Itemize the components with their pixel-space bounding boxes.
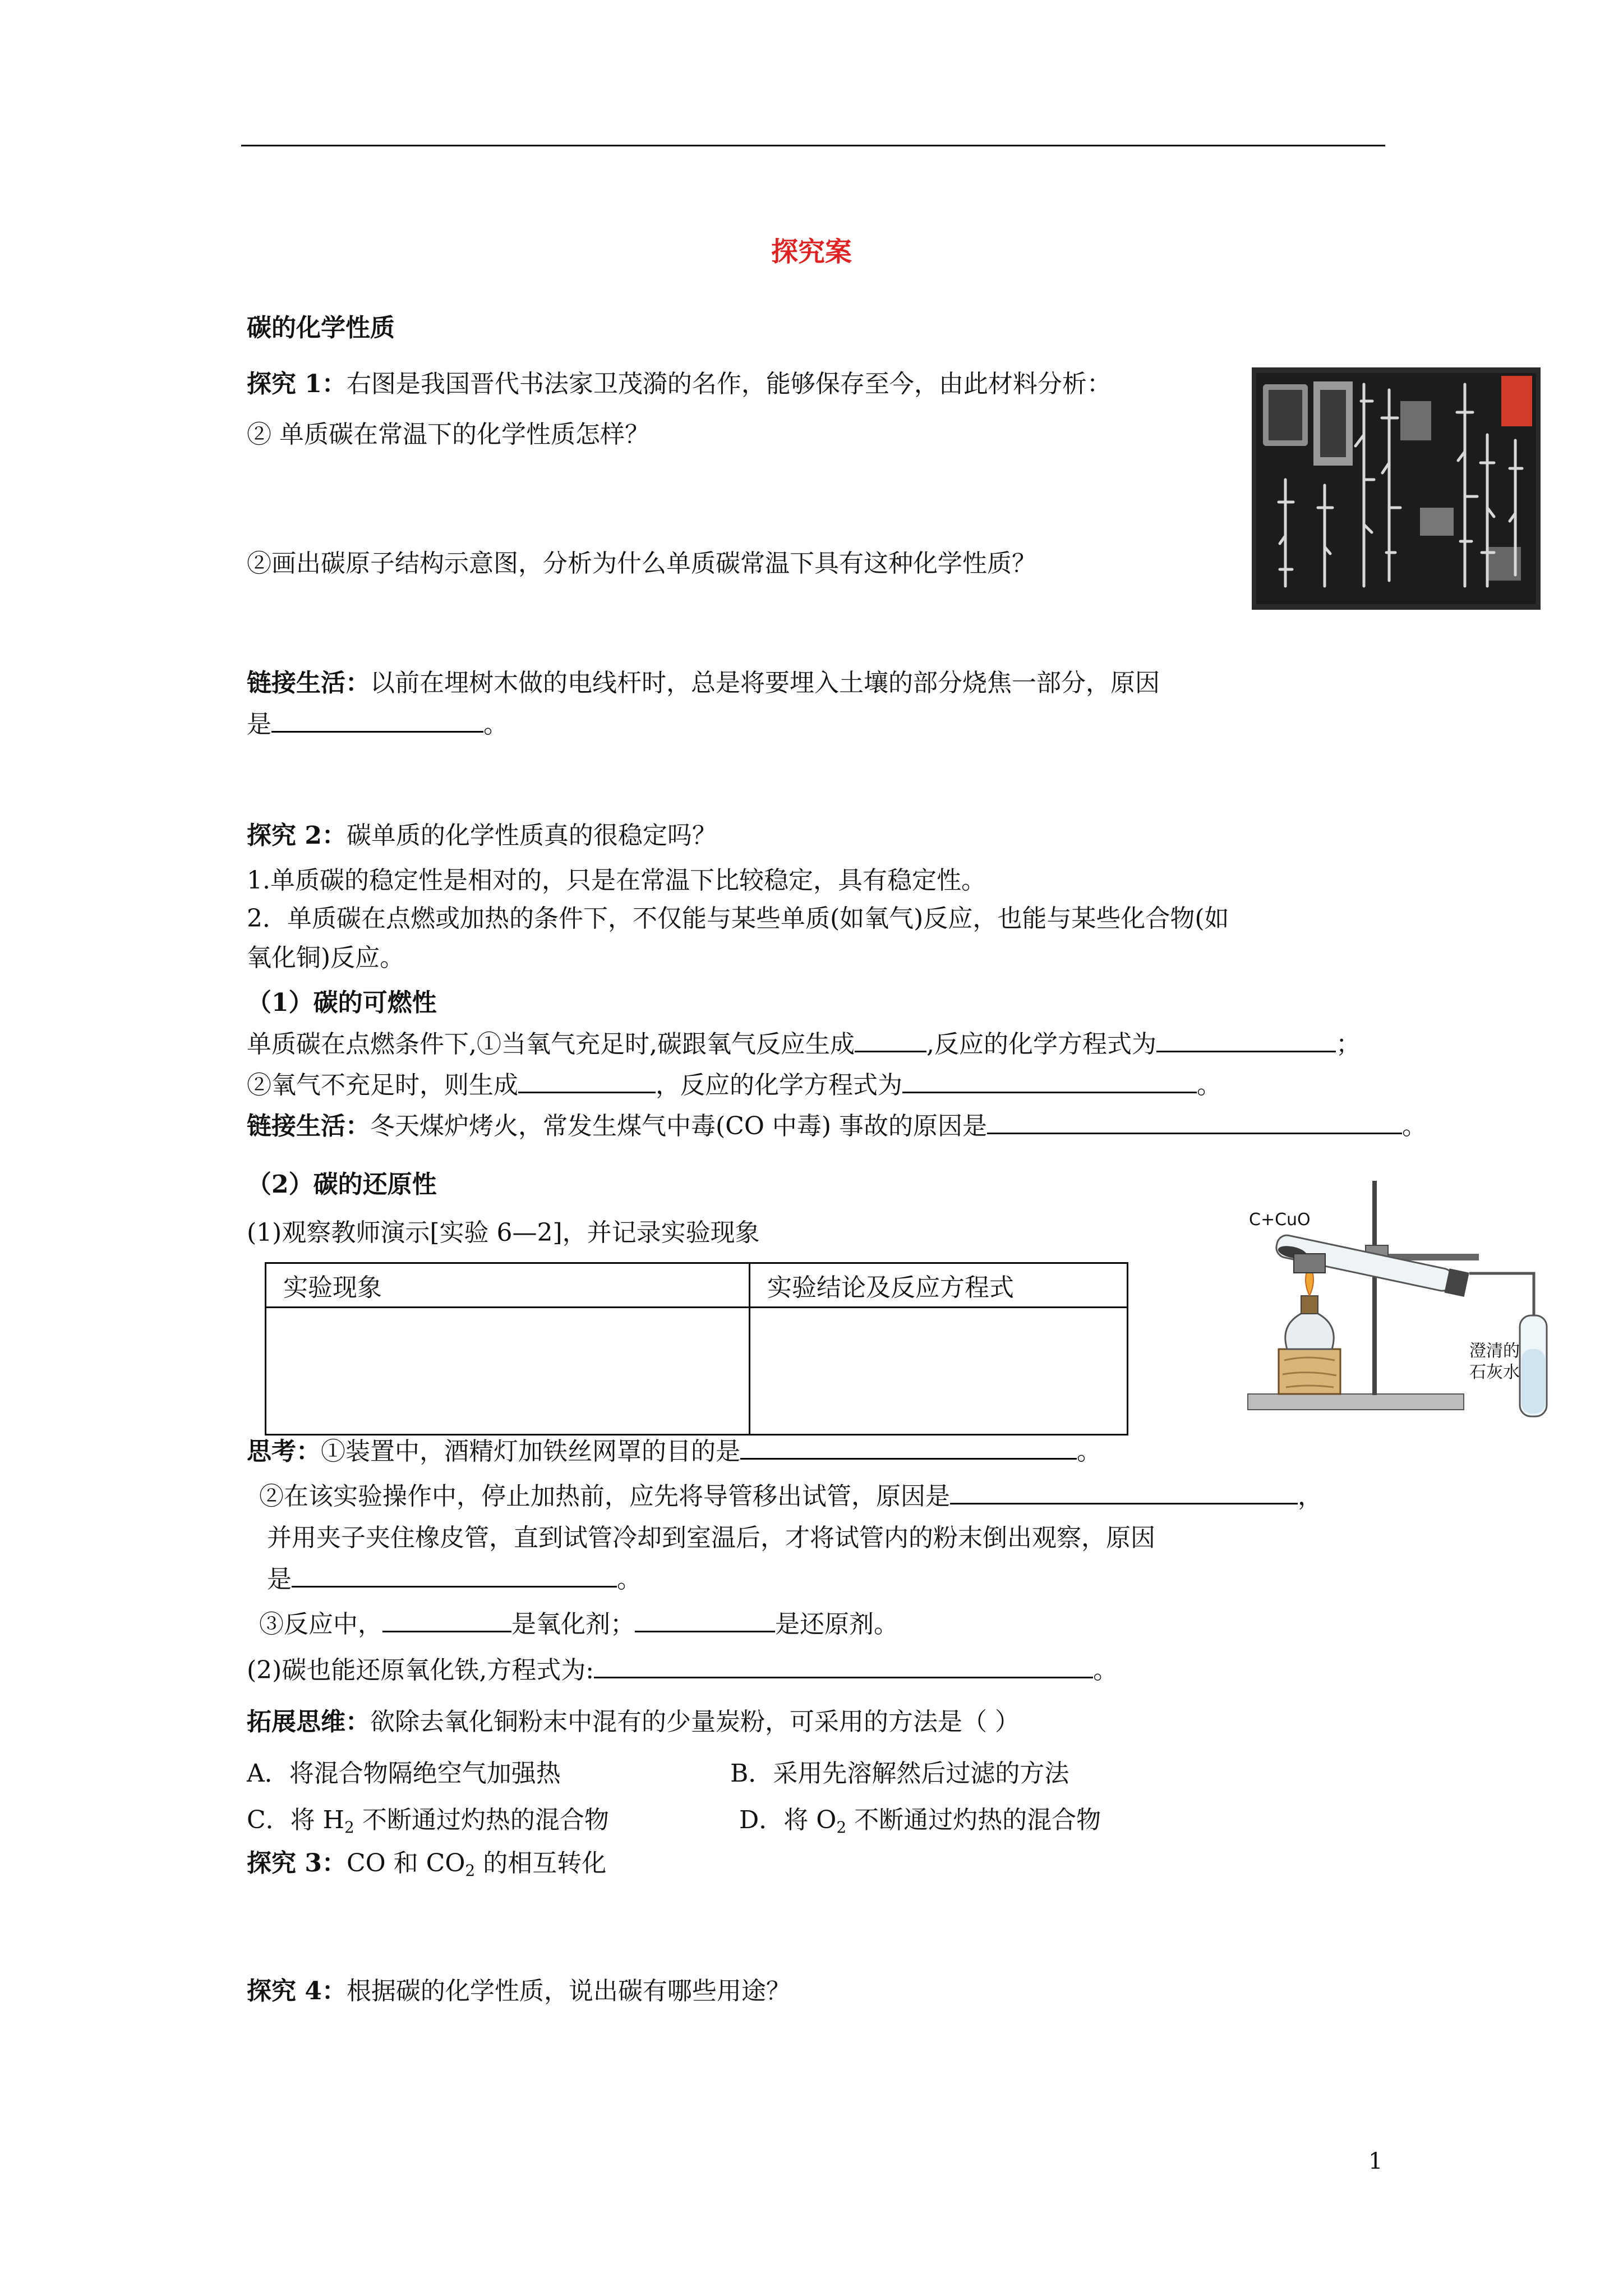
- combustion-line1-c: ；: [1335, 1030, 1361, 1059]
- life-link2-text: 冬天煤炉烤火，常发生煤气中毒(CO 中毒) 事故的原因是: [370, 1112, 988, 1140]
- inquiry2-p2: 2．单质碳在点燃或加热的条件下，不仅能与某些单质(如氧气)反应，也能与某些化合物(如: [247, 904, 1229, 933]
- iron-oxide-text: (2)碳也能还原氧化铁,方程式为:: [247, 1656, 594, 1685]
- figure-label-reagent: C+CuO: [1249, 1210, 1311, 1230]
- inquiry3-label: 探究 3：: [247, 1849, 347, 1878]
- option-c[interactable]: [247, 1803, 609, 1844]
- combustion-line2-a: ②氧气不充足时，则生成: [247, 1071, 518, 1099]
- life-link2-label: 链接生活：: [247, 1112, 370, 1140]
- inquiry2-label: 探究 2：: [247, 821, 347, 850]
- inquiry3-text-sub: 2: [465, 1861, 476, 1880]
- table-cell-conclusion[interactable]: [750, 1308, 1128, 1435]
- inquiry1-label: 探究 1：: [247, 370, 347, 398]
- option-d-post: 不断通过灼热的混合物: [846, 1806, 1101, 1834]
- inquiry4-text: 根据碳的化学性质，说出碳有哪些用途？: [346, 1977, 791, 2005]
- option-d-pre: D．将 O: [739, 1806, 837, 1834]
- table-header-phenomenon: 实验现象: [266, 1263, 750, 1308]
- life-link1-line: [247, 666, 1160, 700]
- thinking-q2: [259, 1480, 1322, 1513]
- inquiry1-q1: ② 单质碳在常温下的化学性质怎样？: [247, 420, 649, 449]
- answer-blank[interactable]: [271, 708, 483, 733]
- answer-blank[interactable]: [635, 1608, 775, 1632]
- section-heading: 碳的化学性质: [247, 314, 395, 342]
- option-a[interactable]: A．将混合物隔绝空气加强热: [247, 1759, 561, 1788]
- life-link2-line: [247, 1110, 1427, 1143]
- combustion-line1: [247, 1028, 1361, 1061]
- inquiry2-p1: 1.单质碳的稳定性是相对的，只是在常温下比较稳定，具有稳定性。: [247, 866, 986, 895]
- inquiry1-line: [247, 367, 1112, 401]
- reduction-heading: （2）碳的还原性: [247, 1170, 437, 1199]
- table-header-conclusion: 实验结论及反应方程式: [750, 1263, 1128, 1308]
- thinking-label: 思考：: [247, 1437, 321, 1466]
- reduction-observe: (1)观察教师演示[实验 6—2]，并记录实验现象: [247, 1218, 760, 1247]
- thinking-q2-end: ，: [1298, 1482, 1322, 1511]
- thinking-q2c-end: 。: [617, 1565, 642, 1594]
- thinking-q2c-text: 是: [267, 1565, 292, 1594]
- thinking-q2c: [267, 1563, 642, 1596]
- option-c-post: 不断通过灼热的混合物: [354, 1806, 609, 1834]
- option-d-sub: 2: [836, 1818, 847, 1837]
- thinking-q3-a: ③反应中，: [259, 1610, 382, 1639]
- inquiry1-q2: ②画出碳原子结构示意图，分析为什么单质碳常温下具有这种化学性质？: [247, 549, 1036, 578]
- thinking-q3: [259, 1608, 898, 1641]
- inquiry3-text-pre: CO 和 CO: [346, 1849, 465, 1878]
- option-b[interactable]: B．采用先溶解然后过滤的方法: [730, 1759, 1069, 1788]
- answer-blank[interactable]: [518, 1069, 656, 1093]
- answer-blank[interactable]: [1156, 1028, 1336, 1052]
- thinking-q1: [247, 1435, 1101, 1469]
- answer-blank[interactable]: [740, 1435, 1077, 1460]
- thinking-q1-end: 。: [1077, 1437, 1101, 1466]
- combustion-heading: （1）碳的可燃性: [247, 988, 437, 1017]
- inquiry3-line: [247, 1847, 606, 1888]
- combustion-line1-b: ,反应的化学方程式为: [926, 1030, 1156, 1059]
- combustion-line2-b: ，反应的化学方程式为: [656, 1071, 902, 1099]
- iron-oxide-end: 。: [1093, 1656, 1118, 1685]
- answer-blank[interactable]: [292, 1563, 617, 1588]
- inquiry4-line: [247, 1975, 791, 2008]
- thinking-q3-b: 是氧化剂；: [511, 1610, 635, 1639]
- combustion-line2-c: 。: [1197, 1071, 1221, 1099]
- figure-label-water-2: 石灰水: [1469, 1363, 1520, 1382]
- inquiry4-label: 探究 4：: [247, 1977, 347, 2005]
- page-number: 1: [1368, 2148, 1383, 2174]
- life-link1-text: 以前在埋树木做的电线杆时，总是将要埋入土壤的部分烧焦一部分，原因: [370, 669, 1160, 697]
- option-c-pre: C．将 H: [247, 1806, 345, 1834]
- experiment-table: [265, 1262, 1128, 1435]
- figure-label-water-1: 澄清的: [1469, 1341, 1520, 1361]
- header-rule: [241, 145, 1385, 146]
- life-link1-line2: [247, 708, 508, 742]
- combustion-line2: [247, 1069, 1221, 1102]
- extension-text: 欲除去氧化铜粉末中混有的少量炭粉，可采用的方法是（ ）: [370, 1708, 1020, 1736]
- inquiry2-line: [247, 819, 717, 853]
- answer-blank[interactable]: [987, 1110, 1402, 1134]
- apparatus-figure: [1242, 1170, 1565, 1433]
- inquiry2-text: 碳单质的化学性质真的很稳定吗？: [346, 821, 717, 850]
- life-link2-end: 。: [1402, 1112, 1427, 1140]
- thinking-q1-text: ①装置中，酒精灯加铁丝网罩的目的是: [321, 1437, 740, 1466]
- answer-blank[interactable]: [594, 1654, 1093, 1678]
- calligraphy-image: [1252, 367, 1541, 610]
- iron-oxide-line: [247, 1654, 1118, 1687]
- combustion-line1-a: 单质碳在点燃条件下,①当氧气充足时,碳跟氧气反应生成: [247, 1030, 855, 1059]
- option-c-sub: 2: [344, 1818, 354, 1837]
- life-link1-label: 链接生活：: [247, 669, 370, 697]
- answer-blank[interactable]: [382, 1608, 511, 1632]
- inquiry1-text: 右图是我国晋代书法家卫茂漪的名作，能够保存至今，由此材料分析：: [346, 370, 1112, 398]
- table-cell-phenomenon[interactable]: [266, 1308, 750, 1435]
- answer-blank[interactable]: [855, 1028, 926, 1052]
- life-link1-prefix: 是: [247, 710, 271, 739]
- life-link1-suffix: 。: [483, 710, 508, 739]
- extension-line: [247, 1705, 1020, 1739]
- answer-blank[interactable]: [950, 1480, 1298, 1504]
- option-d[interactable]: [739, 1803, 1101, 1844]
- answer-blank[interactable]: [902, 1069, 1197, 1093]
- extension-label: 拓展思维：: [247, 1708, 370, 1736]
- thinking-q3-c: 是还原剂。: [775, 1610, 898, 1639]
- inquiry3-text-post: 的相互转化: [475, 1849, 607, 1878]
- thinking-q2-text: ②在该实验操作中，停止加热前，应先将导管移出试管，原因是: [259, 1482, 950, 1511]
- page-title: 探究案: [771, 236, 852, 268]
- thinking-q2b: 并用夹子夹住橡皮管，直到试管冷却到室温后，才将试管内的粉末倒出观察，原因: [267, 1524, 1155, 1552]
- inquiry2-p3: 氧化铜)反应。: [247, 944, 405, 972]
